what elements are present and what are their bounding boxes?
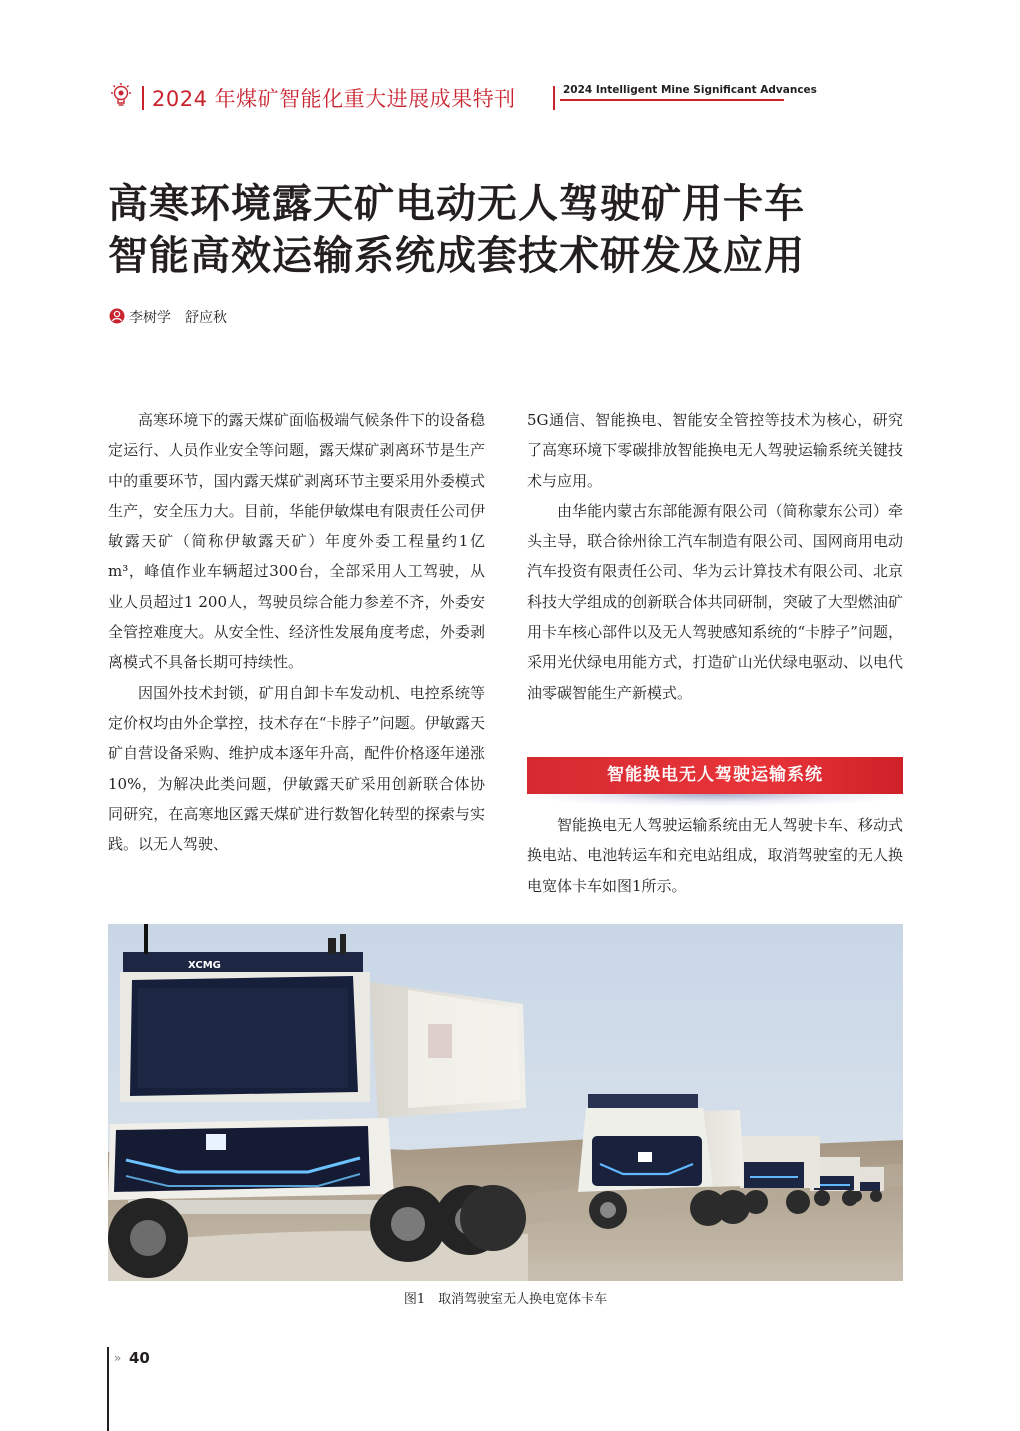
section-heading: 智能换电无人驾驶运输系统 [607,765,823,785]
double-chevron-icon: » [114,1351,122,1365]
figure-caption: 图1 取消驾驶室无人换电宽体卡车 [403,1292,608,1307]
article-authors: 李树学 舒应秋 [129,310,227,326]
article-title-line-1: 高寒环境露天矿电动无人驾驶矿用卡车 [108,180,805,227]
header-underline [560,99,784,101]
journal-section-subtitle: 2024 Intelligent Mine Significant Advances [563,84,817,96]
body-column-right-lower [527,810,903,901]
section-heading-shadow [527,794,903,806]
author-icon [109,308,125,324]
paragraph: 高寒环境下的露天煤矿面临极端气候条件下的设备稳定运行、人员作业安全等问题，露天煤矿剥离环节是生产中的重要环节，国内露天煤矿剥离环节主要采用外委模式生产，安全压力大。目前，华能伊敏煤电有限责任公司伊敏露天矿（简称伊敏露天矿）年度外委工程量约1亿 m³，峰值作业车辆超过300台，全部采用人工驾驶，从业人员超过1 200人，驾驶员综合能力参差不齐，外委安全管控难度大。从安全性、经济性发展角度考虑，外委剥离模式不具备长期可持续性。 [108,411,485,672]
truck-brand-text: XCMG [188,960,221,971]
header-divider [553,86,555,110]
journal-section-title: 2024 年煤矿智能化重大进展成果特刊 [152,87,516,111]
paragraph: 5G通信、智能换电、智能安全管控等技术为核心，研究了高寒环境下零碳排放智能换电无人驾驶运输系统关键技术与应用。 [527,411,903,490]
paragraph: 智能换电无人驾驶运输系统由无人驾驶卡车、移动式换电站、电池转运车和充电站组成，取消驾驶室的无人换电宽体卡车如图1所示。 [527,816,903,895]
paragraph: 因国外技术封锁，矿用自卸卡车发动机、电控系统等定价权均由外企掌控，技术存在“卡脖子”问题。伊敏露天矿自营设备采购、维护成本逐年升高，配件价格逐年递涨10%，为解决此类问题，伊敏露天矿采用创新联合体协同研究，在高寒地区露天煤矿进行数智化转型的探索与实践。以无人驾驶、 [108,683,485,854]
lightbulb-gear-icon [108,82,134,108]
article-title [108,178,805,282]
body-column-right [527,405,903,708]
page-number: 40 [129,1349,150,1367]
header-divider [142,86,144,110]
figure-1-photo [108,924,903,1281]
body-column-left [108,405,485,859]
paragraph: 由华能内蒙古东部能源有限公司（简称蒙东公司）牵头主导，联合徐州徐工汽车制造有限公司、国网商用电动汽车投资有限责任公司、华为云计算技术有限公司、北京科技大学组成的创新联合体共同研制，突破了大型燃油矿用卡车核心部件以及无人驾驶感知系统的“卡脖子”问题，采用光伏绿电用能方式，打造矿山光伏绿电驱动、以电代油零碳智能生产新模式。 [527,501,903,702]
footer-rule [107,1347,109,1431]
truck-fleet-illustration [108,924,903,1281]
article-title-line-2: 智能高效运输系统成套技术研发及应用 [108,232,805,279]
